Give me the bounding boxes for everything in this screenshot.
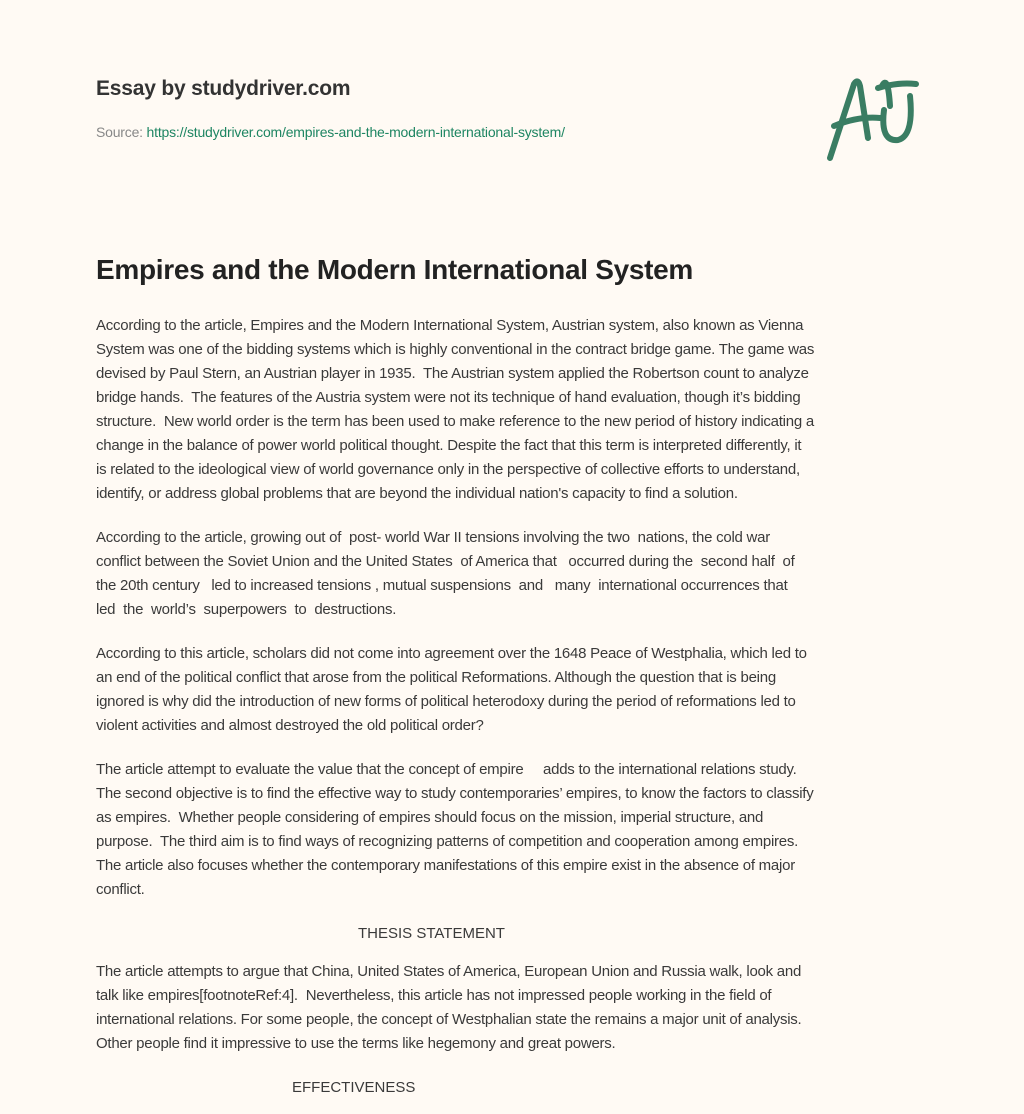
text-line: The article attempt to evaluate the value that the concept of empire adds to the international relations study. <box>96 761 797 778</box>
site-brand: Essay by studydriver.com <box>96 77 351 100</box>
text-line: ignored is why did the introduction of new forms of political heterodoxy during the period of reformations led to <box>96 693 796 710</box>
text-line: talk like empires[footnoteRef:4]. Nevertheless, this article has not impressed people working in the field of <box>96 987 772 1004</box>
paragraph <box>96 526 946 622</box>
text-line: Other people find it impressive to use the terms like hegemony and great powers. <box>96 1035 616 1052</box>
a-plus-logo-icon <box>818 66 928 166</box>
text-line: as empires. Whether people considering of empires should focus on the mission, imperial structure, and <box>96 809 764 826</box>
text-line: the 20th century led to increased tensions , mutual suspensions and many international occurrences that <box>96 577 788 594</box>
text-line: structure. New world order is the term has been used to make reference to the new period of history indicating a <box>96 413 814 430</box>
text-line: According to the article, growing out of post- world War II tensions involving the two nations, the cold war <box>96 529 770 546</box>
text-line: change in the balance of power world political thought. Despite the fact that this term is interpreted differently, it <box>96 437 802 454</box>
text-line: led the world’s superpowers to destructions. <box>96 601 397 618</box>
text-line: The article also focuses whether the contemporary manifestations of this empire exist in the absence of major <box>96 857 795 874</box>
text-line: purpose. The third aim is to find ways of recognizing patterns of competition and cooperation among empires. <box>96 833 799 850</box>
thesis-heading: THESIS STATEMENT <box>358 925 505 942</box>
text-line: System was one of the bidding systems which is highly conventional in the contract bridge game. The game was <box>96 341 815 358</box>
text-line: The article attempts to argue that China, United States of America, European Union and Russia walk, look and <box>96 963 802 980</box>
essay-title: Empires and the Modern International System <box>96 254 694 285</box>
paragraph <box>96 314 946 506</box>
text-line: an end of the political conflict that arose from the political Reformations. Although the question that is being <box>96 669 776 686</box>
effectiveness-heading: EFFECTIVENESS <box>292 1079 416 1096</box>
source-link[interactable]: https://studydriver.com/empires-and-the-modern-international-system/ <box>146 124 565 140</box>
paragraph <box>96 758 946 902</box>
source-label: Source: <box>96 124 147 140</box>
source-line <box>96 124 565 140</box>
text-line: international relations. For some people, the concept of Westphalian state the remains a major unit of analysis. <box>96 1011 802 1028</box>
text-line: The second objective is to find the effective way to study contemporaries’ empires, to know the factors to classify <box>96 785 814 802</box>
paragraph <box>96 960 946 1056</box>
text-line: devised by Paul Stern, an Austrian player in 1935. The Austrian system applied the Robertson count to analyze <box>96 365 809 382</box>
text-line: is related to the ideological view of world governance only in the perspective of collective efforts to understand, <box>96 461 800 478</box>
text-line: According to this article, scholars did not come into agreement over the 1648 Peace of Westphalia, which led to <box>96 645 807 662</box>
text-line: conflict. <box>96 881 145 898</box>
essay-body <box>96 314 946 1114</box>
text-line: bridge hands. The features of the Austria system were not its technique of hand evaluation, though it’s bidding <box>96 389 801 406</box>
text-line: identify, or address global problems that are beyond the individual nation's capacity to find a solution. <box>96 485 738 502</box>
text-line: violent activities and almost destroyed the old political order? <box>96 717 484 734</box>
text-line: conflict between the Soviet Union and the United States of America that occurred during the second half of <box>96 553 795 570</box>
text-line: According to the article, Empires and the Modern International System, Austrian system, also known as Vienna <box>96 317 804 334</box>
paragraph <box>96 642 946 738</box>
